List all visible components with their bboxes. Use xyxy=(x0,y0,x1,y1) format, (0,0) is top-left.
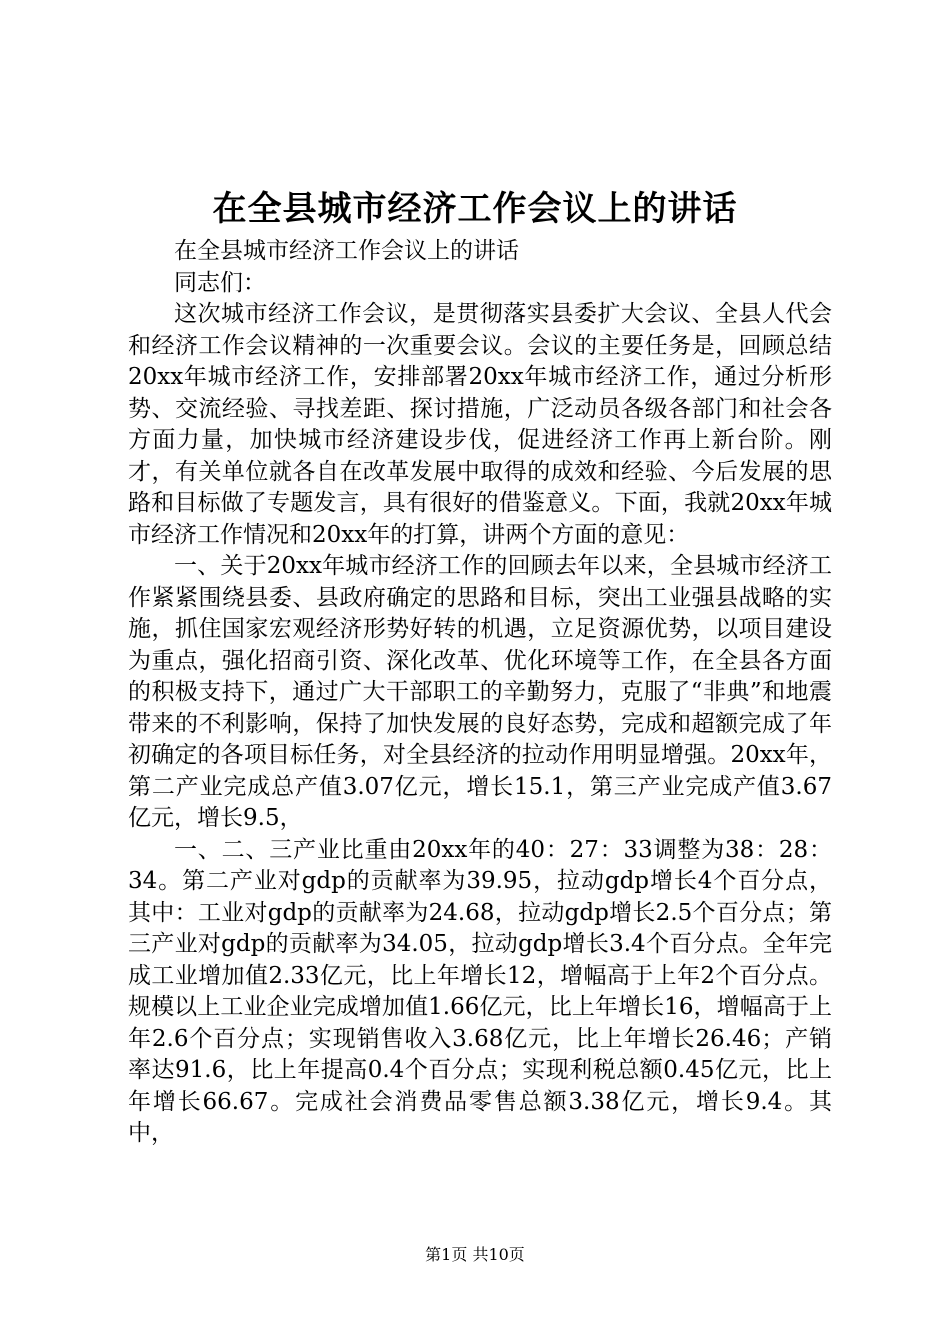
document-body xyxy=(128,236,832,1150)
salutation-paragraph: 同志们： xyxy=(174,269,266,296)
page-number-footer: 第1页 共10页 xyxy=(425,1245,525,1264)
document-title: 在全县城市经济工作会议上的讲话 xyxy=(212,189,738,229)
body-paragraph: 一、二、三产业比重由20xx年的40：27：33调整为38：28：34。第二产业对gdp的贡献率为39.95，拉动gdp增长4个百分点，其中：工业对gdp的贡献率为24.68，拉动gdp增长2.5个百分点；第三产业对gdp的贡献率为34.05，拉动gdp增长3.4个百分点。全年完成工业增加值2.33亿元，比上年增长12，增幅高于上年2个百分点。规模以上工业企业完成增加值1.66亿元，比上年增长16，增幅高于上年2.6个百分点；实现销售收入3.68亿元，比上年增长26.46；产销率达91.6，比上年提高0.4个百分点；实现利税总额0.45亿元，比上年增长66.67。完成社会消费品零售总额3.38亿元，增长9.4。其中， xyxy=(128,836,832,1146)
body-paragraph: 一、关于20xx年城市经济工作的回顾去年以来，全县城市经济工作紧紧围绕县委、县政府确定的思路和目标，突出工业强县战略的实施，抓住国家宏观经济形势好转的机遇，立足资源优势，以项目建设为重点，强化招商引资、深化改革、优化环境等工作，在全县各方面的积极支持下，通过广大干部职工的辛勤努力，克服了“非典”和地震带来的不利影响，保持了加快发展的良好态势，完成和超额完成了年初确定的各项目标任务，对全县经济的拉动作用明显增强。20xx年，第二产业完成总产值3.07亿元，增长15.1，第三产业完成产值3.67亿元，增长9.5， xyxy=(128,553,832,831)
body-subtitle-paragraph: 在全县城市经济工作会议上的讲话 xyxy=(174,238,519,264)
body-paragraph: 这次城市经济工作会议，是贯彻落实县委扩大会议、全县人代会和经济工作会议精神的一次重要会议。会议的主要任务是，回顾总结20xx年城市经济工作，安排部署20xx年城市经济工作，通过分析形势、交流经验、寻找差距、探讨措施，广泛动员各级各部门和社会各方面力量，加快城市经济建设步伐，促进经济工作再上新台阶。刚才，有关单位就各自在改革发展中取得的成效和经验、今后发展的思路和目标做了专题发言，具有很好的借鉴意义。下面，我就20xx年城市经济工作情况和20xx年的打算，讲两个方面的意见： xyxy=(128,301,832,548)
